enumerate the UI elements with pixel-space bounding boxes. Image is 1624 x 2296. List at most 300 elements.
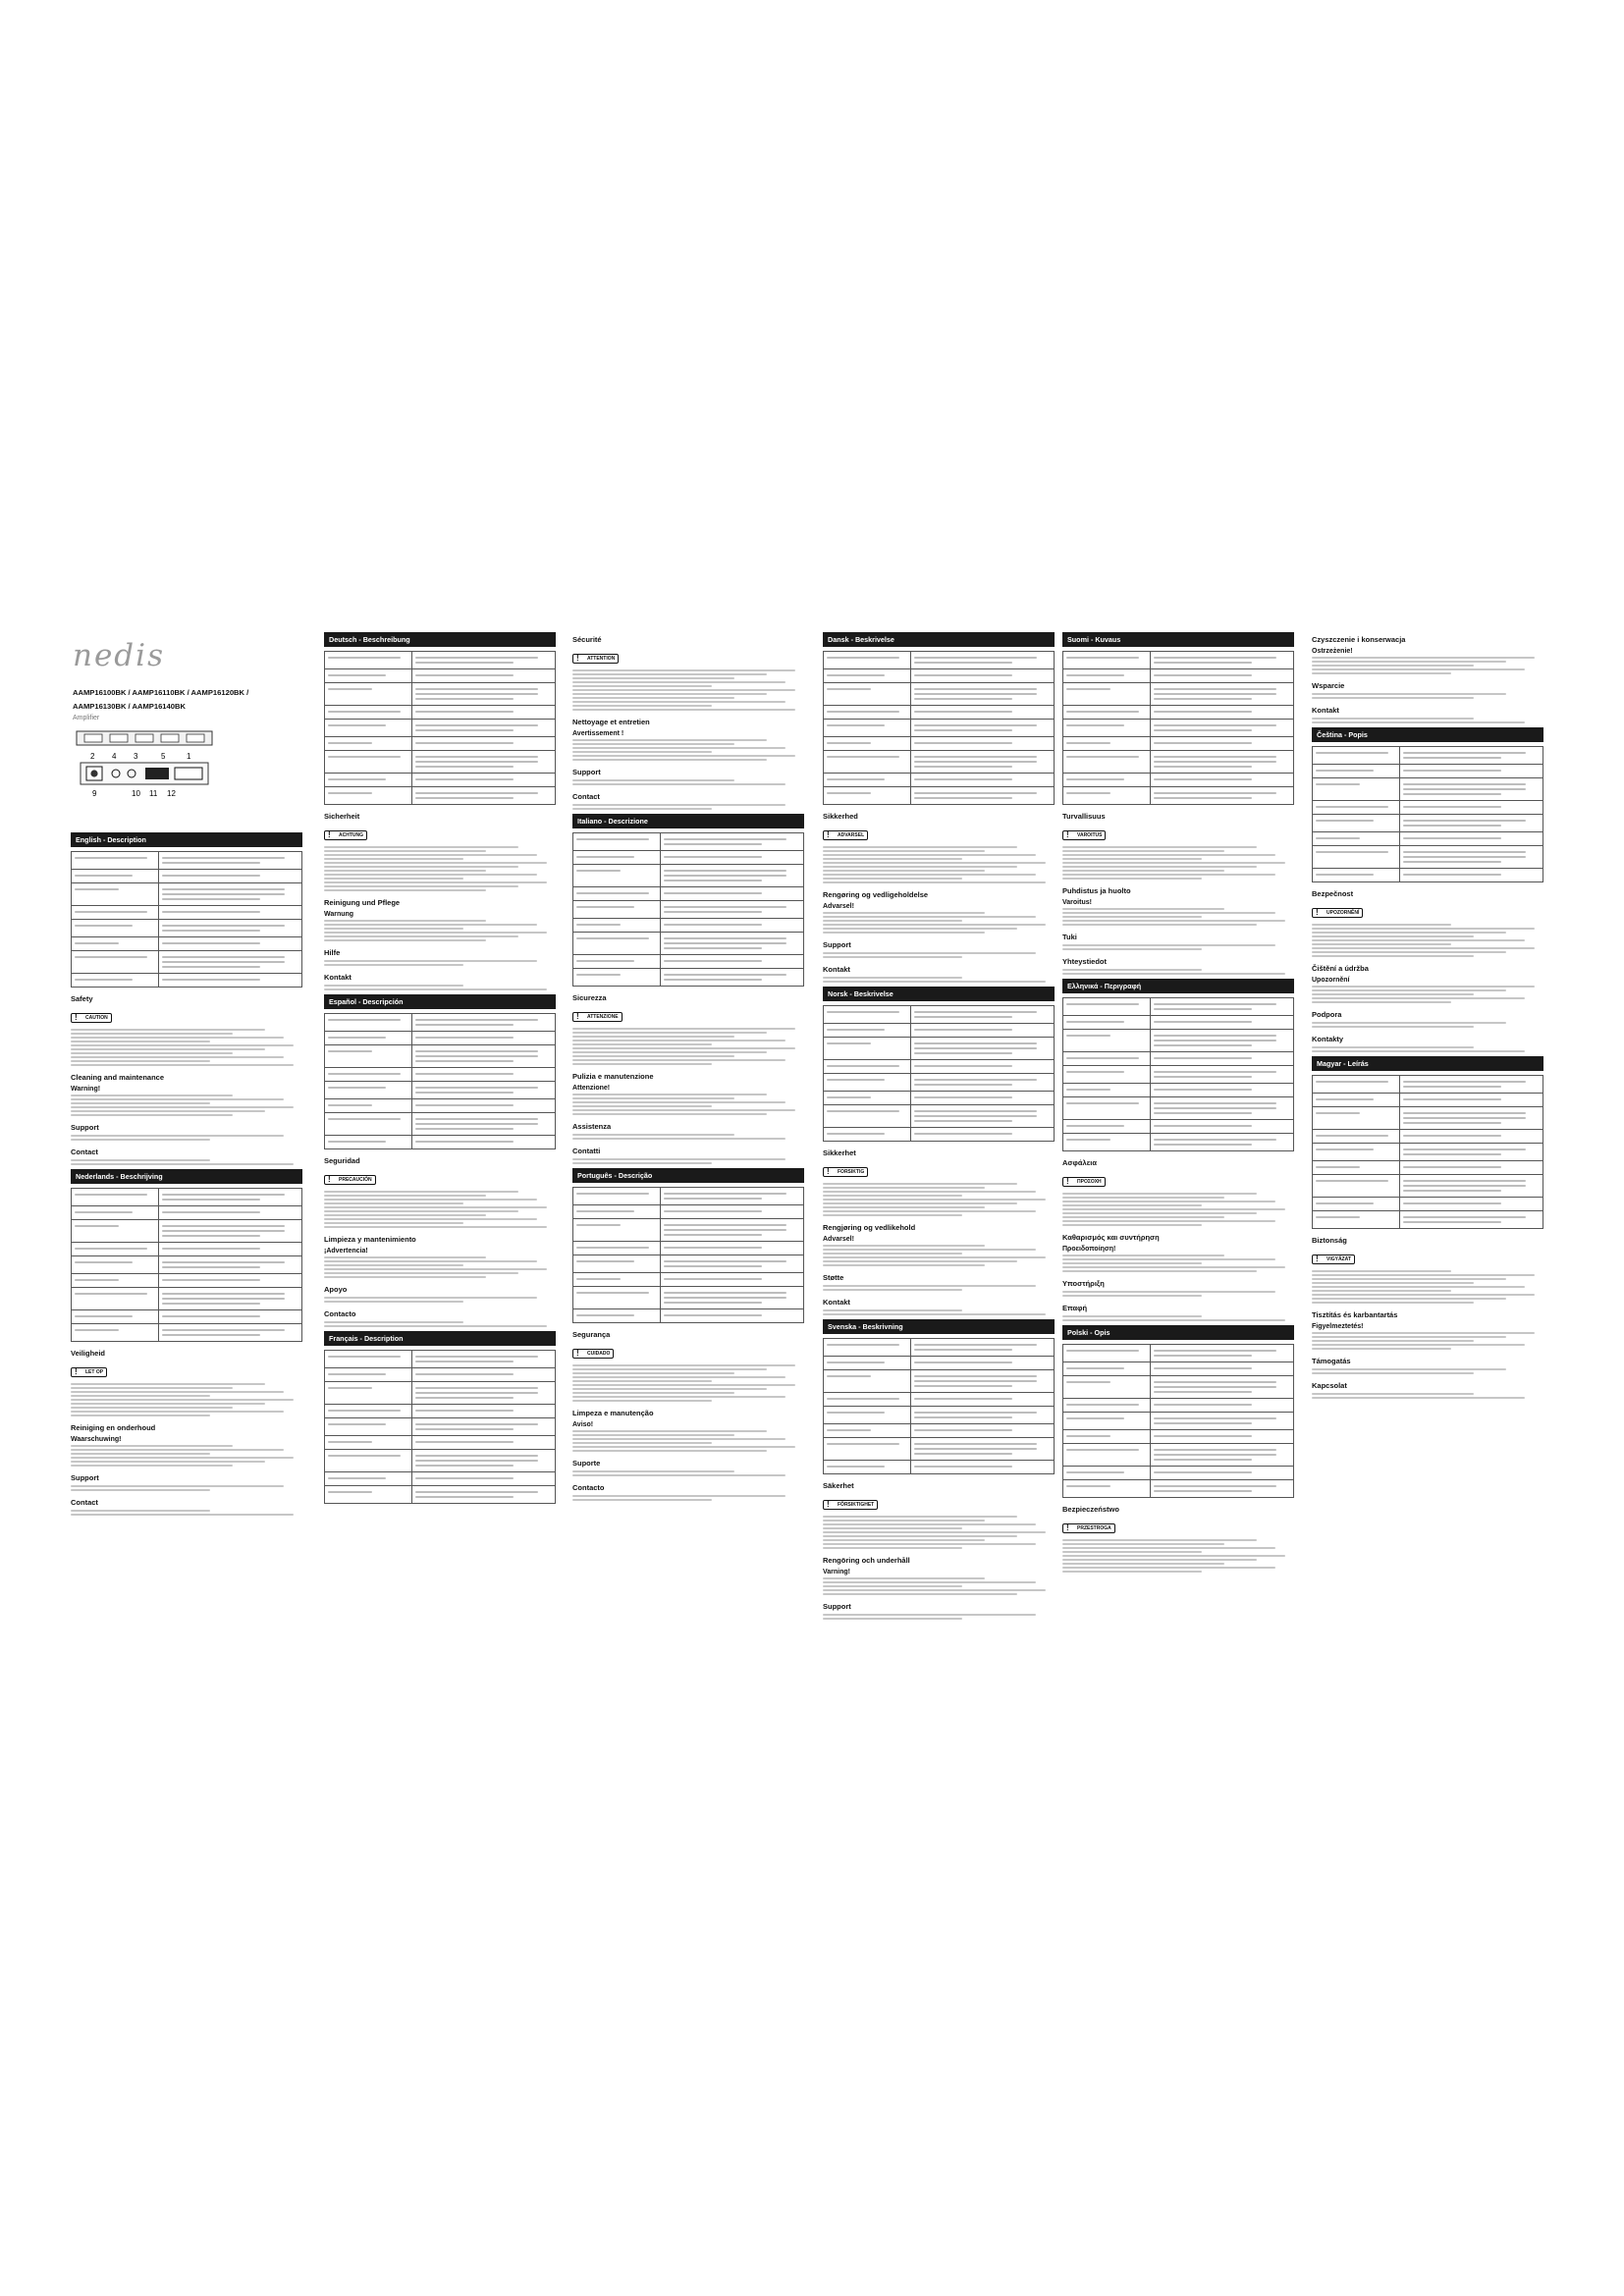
section-header: Polski - Opis — [1062, 1325, 1294, 1340]
body-text-line — [572, 1442, 712, 1444]
table-row — [1063, 1413, 1294, 1430]
body-text-line — [1312, 1344, 1525, 1346]
body-text-line — [572, 1400, 712, 1402]
table-row — [1313, 1211, 1543, 1229]
table-row — [325, 1045, 556, 1068]
spec-table — [1062, 1344, 1294, 1498]
section-title: Support — [823, 1602, 851, 1611]
body-text-line — [823, 858, 962, 860]
table-row — [325, 1472, 556, 1486]
table-row — [1313, 1094, 1543, 1107]
table-row — [72, 1206, 302, 1220]
body-text-line — [324, 1272, 518, 1274]
caution-warning-icon: ! ΠΡΟΣΟΧΗ — [1062, 1177, 1106, 1187]
table-row — [325, 669, 556, 683]
body-text-line — [1312, 1286, 1525, 1288]
section-title: Kontakty — [1312, 1035, 1344, 1043]
table-row — [573, 1287, 804, 1309]
body-text-line — [572, 709, 795, 711]
table-row — [824, 1370, 1055, 1393]
body-text-line — [71, 1095, 233, 1096]
body-text-line — [1062, 973, 1285, 975]
section-header: Norsk - Beskrivelse — [823, 987, 1055, 1001]
body-text-line — [1062, 1315, 1202, 1317]
spec-table — [71, 1188, 302, 1342]
column-1 — [71, 628, 302, 1669]
body-text-line — [71, 1159, 210, 1161]
section-title: Contact — [572, 792, 600, 801]
body-text-line — [572, 1368, 767, 1370]
body-text-line — [823, 1589, 1046, 1591]
body-text-line — [71, 1510, 210, 1512]
table-row — [1313, 832, 1543, 846]
body-text-line — [572, 1376, 785, 1378]
body-text-line — [572, 1043, 712, 1045]
column-2 — [324, 628, 556, 1669]
body-text-line — [823, 912, 985, 914]
body-text-line — [572, 1364, 795, 1366]
body-text-line — [823, 874, 1036, 876]
body-text-line — [572, 1162, 712, 1164]
table-row — [824, 683, 1055, 706]
table-row — [1063, 1052, 1294, 1066]
table-row — [1063, 1362, 1294, 1376]
body-text-line — [324, 1301, 463, 1303]
section-subtitle: Advarsel! — [823, 903, 854, 910]
table-row — [325, 720, 556, 737]
body-text-line — [324, 1321, 463, 1323]
section-title: Επαφή — [1062, 1304, 1088, 1312]
table-row — [72, 1310, 302, 1324]
body-text-line — [823, 956, 962, 958]
caution-warning-icon: ! ACHTUNG — [324, 830, 367, 840]
section-header: Français - Description — [324, 1331, 556, 1346]
table-row — [1063, 1467, 1294, 1480]
section-title: Čištění a údržba — [1312, 964, 1369, 973]
body-text-line — [71, 1052, 233, 1054]
body-text-line — [71, 1465, 233, 1467]
table-row — [72, 852, 302, 870]
body-text-line — [823, 1195, 962, 1197]
body-text-line — [823, 1260, 1017, 1262]
body-text-line — [572, 1036, 734, 1038]
spec-table — [823, 1005, 1055, 1142]
body-text-line — [71, 1044, 294, 1046]
body-text-line — [572, 1430, 767, 1432]
body-text-line — [823, 1256, 1046, 1258]
table-row — [1313, 1107, 1543, 1130]
table-row — [325, 1082, 556, 1099]
body-text-line — [324, 862, 547, 864]
body-text-line — [572, 1097, 734, 1099]
body-text-line — [823, 1253, 962, 1255]
section-header: Magyar - Leírás — [1312, 1056, 1543, 1071]
body-text-line — [823, 1285, 1036, 1287]
body-text-line — [71, 1041, 210, 1042]
section-subtitle: ¡Advertencia! — [324, 1248, 368, 1255]
body-text-line — [324, 964, 463, 966]
body-text-line — [823, 928, 1017, 930]
table-row — [1313, 815, 1543, 832]
body-text-line — [1312, 932, 1506, 934]
section-title: Rengøring og vedligeholdelse — [823, 890, 929, 899]
body-text-line — [572, 685, 712, 687]
spec-table — [324, 1013, 556, 1149]
section-title: Sikkerhed — [823, 812, 858, 821]
body-text-line — [572, 1495, 785, 1497]
body-text-line — [572, 779, 734, 781]
body-text-line — [324, 874, 537, 876]
table-row — [325, 1382, 556, 1405]
section-header: Svenska - Beskrivning — [823, 1319, 1055, 1334]
body-text-line — [572, 1047, 795, 1049]
section-header: Čeština - Popis — [1312, 727, 1543, 742]
section-title: Support — [572, 768, 601, 776]
table-row — [1063, 669, 1294, 683]
section-header: Italiano - Descrizione — [572, 814, 804, 828]
section-title: Sicherheit — [324, 812, 360, 821]
table-row — [1063, 706, 1294, 720]
body-text-line — [71, 1391, 284, 1393]
body-text-line — [324, 939, 486, 941]
body-text-line — [324, 870, 486, 872]
body-text-line — [1062, 924, 1257, 926]
body-text-line — [324, 846, 518, 848]
body-text-line — [1062, 854, 1275, 856]
column-6 — [1312, 628, 1543, 1669]
table-row — [325, 706, 556, 720]
body-text-line — [1062, 1295, 1202, 1297]
section-title: Tuki — [1062, 933, 1077, 941]
body-text-line — [71, 1403, 265, 1405]
body-text-line — [572, 1384, 795, 1386]
section-header: Nederlands - Beschrijving — [71, 1169, 302, 1184]
table-row — [325, 1113, 556, 1136]
table-row — [1063, 652, 1294, 669]
body-text-line — [823, 1199, 1046, 1201]
body-text-line — [1312, 989, 1506, 991]
body-text-line — [1312, 1332, 1535, 1334]
body-text-line — [1312, 928, 1535, 930]
body-text-line — [1062, 1559, 1257, 1561]
table-row — [72, 951, 302, 974]
table-row — [325, 1436, 556, 1450]
body-text-line — [324, 1191, 518, 1193]
body-text-line — [823, 1313, 1046, 1315]
table-row — [1063, 1430, 1294, 1444]
body-text-line — [1062, 969, 1202, 971]
body-text-line — [1312, 661, 1506, 663]
body-text-line — [572, 808, 712, 810]
body-text-line — [823, 870, 985, 872]
spec-table — [324, 1350, 556, 1504]
body-text-line — [324, 1222, 463, 1224]
body-text-line — [572, 1499, 712, 1501]
body-text-line — [823, 1618, 962, 1620]
table-row — [573, 1255, 804, 1273]
body-text-line — [572, 1388, 767, 1390]
section-subtitle: Warning! — [71, 1086, 101, 1093]
body-text-line — [71, 1139, 210, 1141]
body-text-line — [1312, 1393, 1474, 1395]
table-row — [325, 1450, 556, 1472]
body-text-line — [1312, 1372, 1474, 1374]
body-text-line — [1312, 1340, 1474, 1342]
body-text-line — [572, 1380, 712, 1382]
body-text-line — [823, 1289, 962, 1291]
body-text-line — [823, 932, 985, 934]
body-text-line — [572, 1051, 767, 1053]
body-text-line — [1312, 668, 1525, 670]
body-text-line — [1062, 1204, 1202, 1206]
body-text-line — [1062, 1216, 1224, 1218]
section-subtitle: Ostrzeżenie! — [1312, 648, 1353, 655]
body-text-line — [823, 1585, 962, 1587]
section-title: Wsparcie — [1312, 681, 1345, 690]
body-text-line — [71, 1387, 233, 1389]
section-title: Bezpečnost — [1312, 889, 1354, 898]
table-row — [1063, 1097, 1294, 1120]
section-title: Tisztítás és karbantartás — [1312, 1310, 1398, 1319]
body-text-line — [1312, 1348, 1451, 1350]
table-row — [824, 706, 1055, 720]
section-header: Español - Descripción — [324, 994, 556, 1009]
body-text-line — [71, 1060, 210, 1062]
table-row — [573, 865, 804, 887]
section-title: Cleaning and maintenance — [71, 1073, 165, 1082]
brand-logo: nedis — [73, 638, 165, 673]
body-text-line — [1312, 947, 1535, 949]
body-text-line — [572, 673, 767, 675]
body-text-line — [324, 1226, 547, 1228]
body-text-line — [1312, 1294, 1535, 1296]
body-text-line — [324, 960, 537, 962]
table-row — [1313, 765, 1543, 778]
section-subtitle: Aviso! — [572, 1421, 594, 1428]
body-text-line — [572, 1032, 767, 1034]
body-text-line — [71, 1098, 284, 1100]
body-text-line — [572, 689, 795, 691]
body-text-line — [1312, 1026, 1474, 1028]
body-text-line — [572, 755, 795, 757]
body-text-line — [823, 862, 1046, 864]
body-text-line — [1062, 1567, 1275, 1569]
amplifier-diagram — [71, 729, 218, 802]
column-3 — [572, 628, 804, 1669]
body-text-line — [1062, 1201, 1275, 1202]
section-title: Contact — [71, 1498, 98, 1507]
body-text-line — [572, 693, 767, 695]
table-row — [573, 969, 804, 987]
section-subtitle: Advarsel! — [823, 1236, 854, 1243]
section-title: Pulizia e manutenzione — [572, 1072, 654, 1081]
body-text-line — [324, 1268, 547, 1270]
caution-warning-icon: ! VIGYÁZAT — [1312, 1255, 1355, 1264]
section-title: Veiligheid — [71, 1349, 106, 1358]
caution-warning-icon: ! ATTENZIONE — [572, 1012, 623, 1022]
table-row — [573, 1273, 804, 1287]
table-row — [1313, 1076, 1543, 1094]
body-text-line — [823, 1520, 985, 1522]
table-row — [1063, 1120, 1294, 1134]
body-text-line — [572, 1134, 734, 1136]
table-row — [325, 751, 556, 774]
body-text-line — [1312, 935, 1474, 937]
section-title: Segurança — [572, 1330, 611, 1339]
diagram-label-top-3: 3 — [134, 752, 138, 761]
body-text-line — [71, 1383, 265, 1385]
caution-warning-icon: ! FORSIKTIG — [823, 1167, 868, 1177]
table-row — [1313, 1198, 1543, 1211]
section-header: English - Description — [71, 832, 302, 847]
body-text-line — [71, 1135, 284, 1137]
body-text-line — [823, 1523, 1036, 1525]
body-text-line — [572, 1474, 785, 1476]
body-text-line — [1312, 697, 1474, 699]
body-text-line — [1312, 721, 1525, 723]
table-row — [325, 1099, 556, 1113]
model-line-1: AAMP16100BK / AAMP16110BK / AAMP16120BK / — [73, 688, 249, 697]
table-row — [1313, 1161, 1543, 1175]
table-row — [1063, 1066, 1294, 1084]
table-row — [824, 774, 1055, 787]
body-text-line — [1062, 1212, 1257, 1214]
body-text-line — [823, 1577, 985, 1579]
body-text-line — [1062, 862, 1285, 864]
table-row — [824, 737, 1055, 751]
body-text-line — [823, 952, 1036, 954]
body-text-line — [1062, 1551, 1202, 1553]
body-text-line — [823, 1614, 1036, 1616]
table-row — [1063, 1345, 1294, 1362]
section-title: Contacto — [572, 1483, 605, 1492]
table-row — [1313, 801, 1543, 815]
body-text-line — [1062, 1220, 1275, 1222]
table-row — [573, 1242, 804, 1255]
section-title: Kontakt — [1312, 706, 1339, 715]
body-text-line — [324, 1199, 537, 1201]
table-row — [573, 1188, 804, 1205]
table-row — [824, 1074, 1055, 1092]
section-title: Kontakt — [823, 1298, 850, 1307]
body-text-line — [1312, 951, 1506, 953]
diagram-label-bottom-4: 12 — [167, 789, 176, 798]
body-text-line — [572, 669, 795, 671]
body-text-line — [823, 854, 1036, 856]
body-text-line — [1062, 866, 1257, 868]
table-row — [1063, 1480, 1294, 1498]
body-text-line — [324, 1195, 486, 1197]
table-row — [824, 1024, 1055, 1038]
body-text-line — [71, 1411, 284, 1413]
body-text-line — [1062, 858, 1202, 860]
body-text-line — [823, 1535, 1017, 1537]
diagram-label-bottom-2: 10 — [132, 789, 140, 798]
body-text-line — [823, 981, 1046, 983]
body-text-line — [1312, 955, 1474, 957]
body-text-line — [1312, 986, 1535, 988]
body-text-line — [572, 1040, 785, 1041]
table-row — [325, 1068, 556, 1082]
section-title: Podpora — [1312, 1010, 1342, 1019]
body-text-line — [1062, 908, 1224, 910]
table-row — [824, 720, 1055, 737]
section-title: Contacto — [324, 1309, 356, 1318]
section-title: Assistenza — [572, 1122, 612, 1131]
spec-table — [1312, 1075, 1543, 1229]
body-text-line — [1062, 1193, 1257, 1195]
body-text-line — [324, 920, 486, 922]
body-text-line — [823, 1547, 962, 1549]
body-text-line — [823, 866, 1017, 868]
body-text-line — [572, 783, 785, 785]
body-text-line — [1062, 1258, 1275, 1260]
body-text-line — [324, 885, 518, 887]
body-text-line — [71, 1407, 233, 1409]
body-text-line — [572, 1113, 767, 1115]
body-text-line — [71, 1485, 284, 1487]
body-text-line — [823, 1516, 1017, 1518]
body-text-line — [71, 1395, 210, 1397]
table-row — [1313, 869, 1543, 882]
section-title: Puhdistus ja huolto — [1062, 886, 1131, 895]
table-row — [824, 1357, 1055, 1370]
body-text-line — [71, 1415, 210, 1416]
table-row — [1063, 1016, 1294, 1030]
table-row — [573, 1219, 804, 1242]
body-text-line — [823, 1214, 962, 1216]
body-text-line — [324, 854, 537, 856]
table-row — [824, 1006, 1055, 1024]
body-text-line — [572, 705, 712, 707]
table-row — [1313, 1144, 1543, 1161]
body-text-line — [71, 1110, 265, 1112]
table-row — [1063, 1084, 1294, 1097]
section-title: Säkerhet — [823, 1481, 854, 1490]
section-title: Czyszczenie i konserwacja — [1312, 635, 1406, 644]
section-title: Rengöring och underhåll — [823, 1556, 910, 1565]
table-row — [325, 1405, 556, 1418]
spec-table — [572, 832, 804, 987]
body-text-line — [572, 1450, 767, 1452]
spec-table — [71, 851, 302, 988]
body-text-line — [823, 846, 1017, 848]
body-text-line — [324, 1260, 537, 1262]
body-text-line — [572, 1105, 712, 1107]
section-header: Suomi - Kuvaus — [1062, 632, 1294, 647]
section-title: Suporte — [572, 1459, 601, 1468]
body-text-line — [1312, 1270, 1451, 1272]
body-text-line — [324, 850, 486, 852]
body-text-line — [572, 1055, 734, 1057]
section-title: Yhteystiedot — [1062, 957, 1108, 966]
body-text-line — [1062, 1319, 1285, 1321]
body-text-line — [572, 1109, 795, 1111]
body-text-line — [1062, 846, 1257, 848]
body-text-line — [572, 1094, 767, 1095]
body-text-line — [324, 889, 486, 891]
table-row — [72, 1243, 302, 1256]
body-text-line — [572, 1063, 712, 1065]
body-text-line — [1312, 924, 1451, 926]
body-text-line — [324, 1297, 537, 1299]
body-text-line — [324, 985, 463, 987]
body-text-line — [823, 1543, 1036, 1545]
table-row — [824, 787, 1055, 805]
body-text-line — [1312, 1302, 1474, 1304]
body-text-line — [572, 1101, 785, 1103]
caution-warning-icon: ! ATTENTION — [572, 654, 619, 664]
